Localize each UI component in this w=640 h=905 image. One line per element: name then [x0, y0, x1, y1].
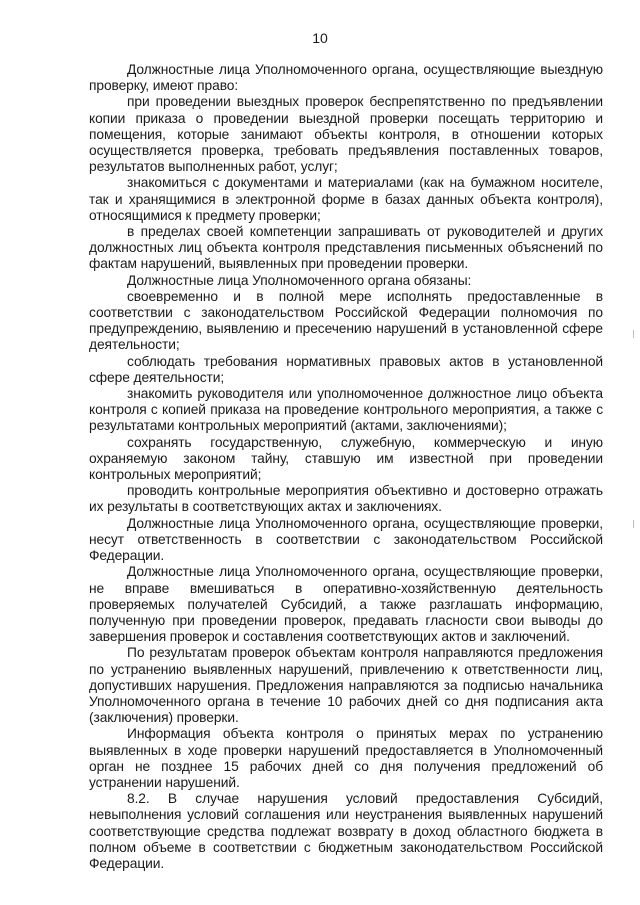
- paragraph: Информация объекта контроля о принятых мерах по устранению выявленных в ходе проверки нарушений предоставляется в Уполномоченный орган не позднее 15 рабочих дней со дня получения предложений об устранении нарушений.: [89, 726, 603, 790]
- paragraph: в пределах своей компетенции запрашивать от руководителей и других должностных лиц объекта контроля представления письменных объяснений по фактам нарушений, выявленных при проведении проверки.: [89, 224, 603, 272]
- paragraph: Должностные лица Уполномоченного органа обязаны:: [127, 272, 472, 288]
- paragraph: Должностные лица Уполномоченного органа, осуществляющие проверки, не вправе вмешиваться в оперативно-хозяйственную деятельность проверяемых получателей Субсидий, а также разглашать информацию, полученную при проведении проверок, предавать гласности свои выводы до завершения проверок и составления соответствующих актов и заключений.: [89, 564, 603, 645]
- paragraph: знакомить руководителя или уполномоченное должностное лицо объекта контроля с копией приказа на проведение контрольного мероприятия, а также с результатами контрольных мероприятий (актами, заключениями);: [89, 386, 603, 434]
- paragraph: знакомиться с документами и материалами (как на бумажном носителе, так и хранящимися в электронной форме в базах данных объекта контроля), относящимися к предмету проверки;: [89, 175, 603, 223]
- paragraph: Должностные лица Уполномоченного органа, осуществляющие выездную проверку, имеют право:: [89, 62, 603, 94]
- scan-margin-mark: [633, 520, 634, 528]
- paragraph: Должностные лица Уполномоченного органа, осуществляющие проверки, несут ответственность в соответствии с законодательством Российской Федерации.: [89, 515, 603, 564]
- paragraph: 8.2. В случае нарушения условий предоставления Субсидий, невыполнения условий соглашения или неустранения выявленных нарушений соответствующие средства подлежат возврату в доход областного бюджета в полном объеме в соответствии с бюджетным законодательством Российской Федерации.: [89, 791, 603, 871]
- paragraph: своевременно и в полной мере исполнять предоставленные в соответствии с законодательством Российской Федерации полномочия по предупреждению, выявлению и пресечению нарушений в установленной сфере деятельности;: [89, 288, 603, 353]
- paragraph: соблюдать требования нормативных правовых актов в установленной сфере деятельности;: [89, 353, 603, 385]
- paragraph: сохранять государственную, служебную, коммерческую и иную охраняемую законом тайну, ставшую им известной при проведении контрольных мероприятий;: [89, 434, 603, 483]
- paragraph: при проведении выездных проверок беспрепятственно по предъявлении копии приказа о проведении выездной проверки посещать территорию и помещения, которые занимают объекты контроля, в отношении которых осуществляется проверка, требовать предъявления поставленных товаров, результатов выполненных работ, услуг;: [89, 94, 603, 175]
- scan-margin-mark: [633, 330, 634, 338]
- document-body: [89, 62, 603, 872]
- paragraph: проводить контрольные мероприятия объективно и достоверно отражать их результаты в соответствующих актах и заключениях.: [89, 483, 603, 515]
- paragraph: По результатам проверок объектам контроля направляются предложения по устранению выявленных нарушений, привлечению к ответственности лиц, допустивших нарушения. Предложения направляются за подписью начальника Уполномоченного органа в течение 10 рабочих дней со дня подписания акта (заключения) проверки.: [89, 645, 603, 726]
- page-number: 10: [312, 30, 328, 46]
